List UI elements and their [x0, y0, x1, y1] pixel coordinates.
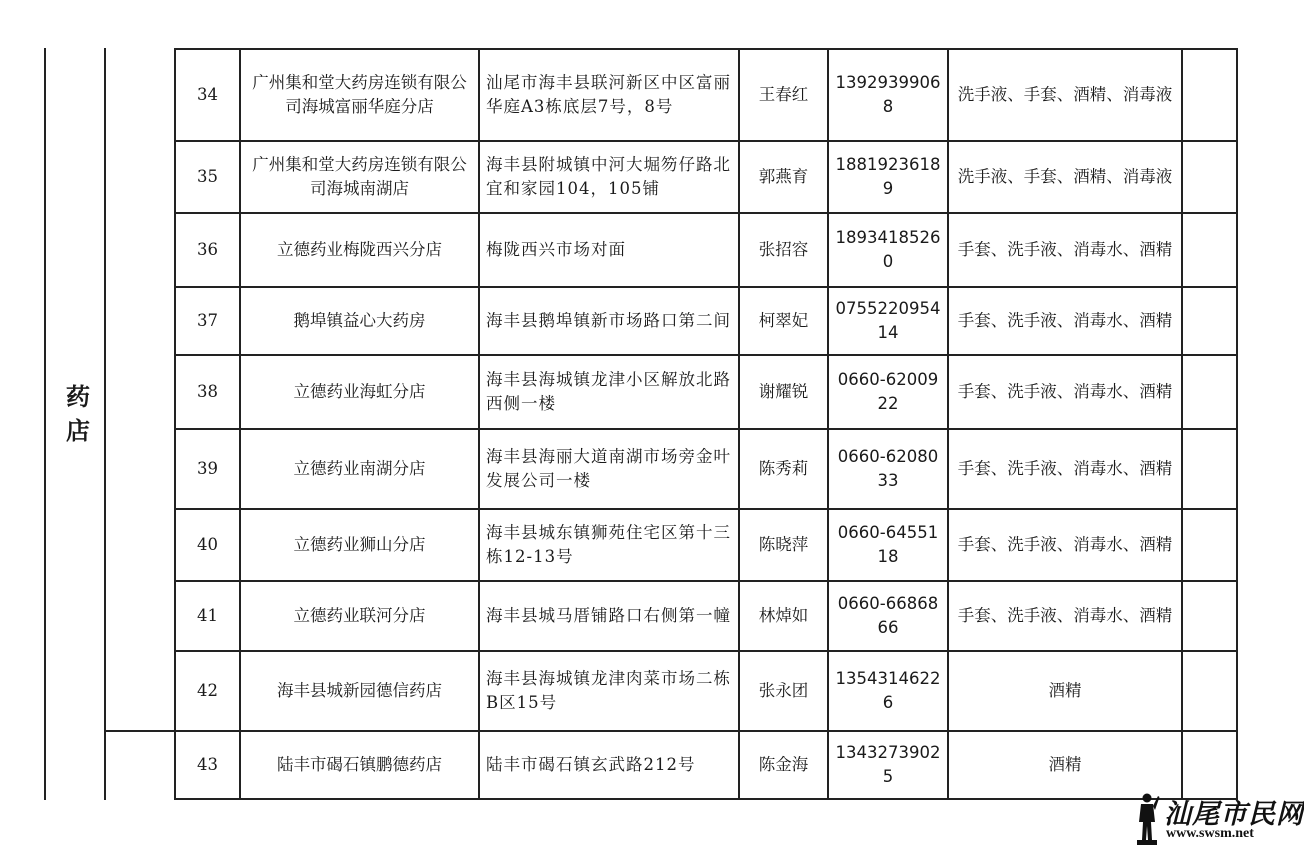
- store-name: 鹅埠镇益心大药房: [240, 287, 479, 355]
- table-row: [175, 731, 1237, 799]
- contact-person: 陈金海: [739, 731, 828, 799]
- supplies-list: 手套、洗手液、消毒水、酒精: [948, 509, 1182, 581]
- supplies-list: 酒精: [948, 731, 1182, 799]
- supplies-list: 洗手液、手套、酒精、消毒液: [948, 49, 1182, 141]
- pharmacy-table: [174, 48, 1238, 800]
- row-number: 43: [175, 731, 240, 799]
- contact-person: 张永团: [739, 651, 828, 731]
- table-row: [175, 213, 1237, 287]
- contact-person: 陈晓萍: [739, 509, 828, 581]
- supplies-list: 手套、洗手液、消毒水、酒精: [948, 213, 1182, 287]
- contact-phone: 0660-6455118: [828, 509, 948, 581]
- contact-phone: 13432739025: [828, 731, 948, 799]
- contact-phone: 0660-6200922: [828, 355, 948, 429]
- remarks-cell: [1182, 213, 1237, 287]
- table-row: [175, 141, 1237, 213]
- statue-figure-icon: [1134, 792, 1160, 846]
- remarks-cell: [1182, 429, 1237, 509]
- contact-phone: 18819236189: [828, 141, 948, 213]
- row-number: 40: [175, 509, 240, 581]
- supplies-list: 手套、洗手液、消毒水、酒精: [948, 429, 1182, 509]
- row-number: 35: [175, 141, 240, 213]
- site-watermark: [1134, 786, 1304, 848]
- supplies-list: 手套、洗手液、消毒水、酒精: [948, 581, 1182, 651]
- row-number: 37: [175, 287, 240, 355]
- contact-person: 郭燕育: [739, 141, 828, 213]
- row-number: 36: [175, 213, 240, 287]
- store-address: 海丰县附城镇中河大堀笏仔路北宜和家园104，105铺: [479, 141, 739, 213]
- store-address: 陆丰市碣石镇玄武路212号: [479, 731, 739, 799]
- store-name: 立德药业梅陇西兴分店: [240, 213, 479, 287]
- contact-person: 张招容: [739, 213, 828, 287]
- contact-person: 林焯如: [739, 581, 828, 651]
- remarks-cell: [1182, 651, 1237, 731]
- table-row: [175, 49, 1237, 141]
- store-address: 海丰县鹅埠镇新市场路口第二间: [479, 287, 739, 355]
- store-address: 海丰县城马厝铺路口右侧第一幢: [479, 581, 739, 651]
- store-name: 立德药业狮山分店: [240, 509, 479, 581]
- row-number: 41: [175, 581, 240, 651]
- remarks-cell: [1182, 581, 1237, 651]
- table-row: [175, 509, 1237, 581]
- contact-person: 谢耀锐: [739, 355, 828, 429]
- store-name: 陆丰市碣石镇鹏德药店: [240, 731, 479, 799]
- contact-person: 王春红: [739, 49, 828, 141]
- remarks-cell: [1182, 287, 1237, 355]
- row-number: 42: [175, 651, 240, 731]
- remarks-cell: [1182, 49, 1237, 141]
- store-address: 海丰县海城镇龙津肉菜市场二栋B区15号: [479, 651, 739, 731]
- store-address: 汕尾市海丰县联河新区中区富丽华庭A3栋底层7号，8号: [479, 49, 739, 141]
- left-border-outer: [44, 48, 46, 800]
- table-row: [175, 287, 1237, 355]
- remarks-cell: [1182, 355, 1237, 429]
- contact-person: 柯翠妃: [739, 287, 828, 355]
- row-number: 38: [175, 355, 240, 429]
- store-address: 梅陇西兴市场对面: [479, 213, 739, 287]
- contact-phone: 0660-6686866: [828, 581, 948, 651]
- category-label: 药店: [66, 382, 90, 445]
- table-row: [175, 651, 1237, 731]
- left-border-inner: [104, 48, 106, 800]
- row-number: 34: [175, 49, 240, 141]
- store-name: 海丰县城新园德信药店: [240, 651, 479, 731]
- watermark-url: www.swsm.net: [1166, 826, 1254, 841]
- supplies-list: 手套、洗手液、消毒水、酒精: [948, 355, 1182, 429]
- contact-phone: 075522095414: [828, 287, 948, 355]
- store-address: 海丰县海城镇龙津小区解放北路西侧一楼: [479, 355, 739, 429]
- supplies-list: 洗手液、手套、酒精、消毒液: [948, 141, 1182, 213]
- group-divider: [104, 730, 176, 732]
- store-name: 立德药业联河分店: [240, 581, 479, 651]
- contact-phone: 13543146226: [828, 651, 948, 731]
- contact-phone: 13929399068: [828, 49, 948, 141]
- store-name: 广州集和堂大药房连锁有限公司海城富丽华庭分店: [240, 49, 479, 141]
- contact-person: 陈秀莉: [739, 429, 828, 509]
- table-row: [175, 581, 1237, 651]
- store-address: 海丰县海丽大道南湖市场旁金叶发展公司一楼: [479, 429, 739, 509]
- contact-phone: 0660-6208033: [828, 429, 948, 509]
- remarks-cell: [1182, 141, 1237, 213]
- store-name: 立德药业海虹分店: [240, 355, 479, 429]
- store-address: 海丰县城东镇狮苑住宅区第十三栋12-13号: [479, 509, 739, 581]
- watermark-title: 汕尾市民网: [1164, 799, 1304, 830]
- contact-phone: 18934185260: [828, 213, 948, 287]
- table-row: [175, 429, 1237, 509]
- supplies-list: 手套、洗手液、消毒水、酒精: [948, 287, 1182, 355]
- store-name: 广州集和堂大药房连锁有限公司海城南湖店: [240, 141, 479, 213]
- supplies-list: 酒精: [948, 651, 1182, 731]
- remarks-cell: [1182, 509, 1237, 581]
- store-name: 立德药业南湖分店: [240, 429, 479, 509]
- row-number: 39: [175, 429, 240, 509]
- table-row: [175, 355, 1237, 429]
